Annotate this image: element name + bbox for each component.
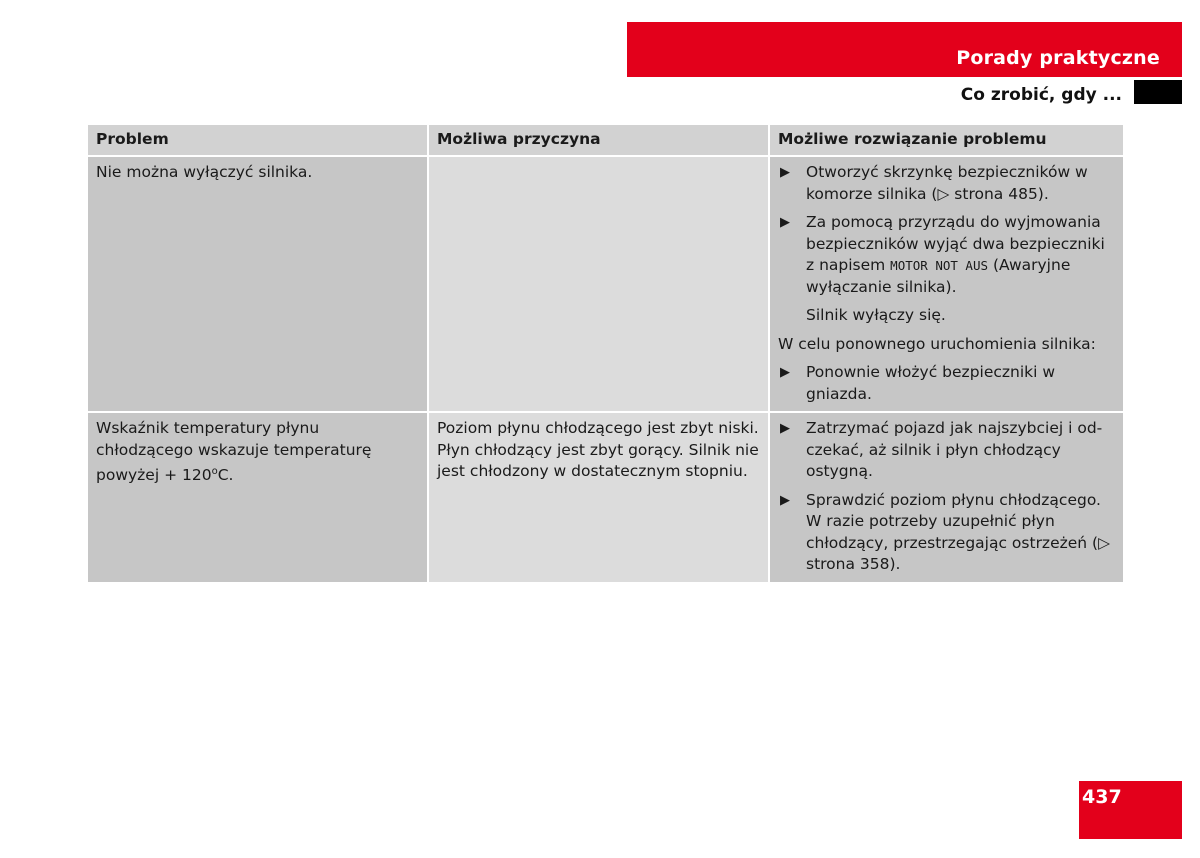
page-number-box [1079, 781, 1182, 839]
solution-step [778, 418, 1115, 483]
table-header-row [88, 125, 1123, 156]
header-problem: Problem [88, 125, 428, 156]
arrow-right-icon: ▶ [780, 215, 790, 230]
solution-step [778, 212, 1115, 298]
troubleshooting-table [88, 125, 1123, 584]
solution-step [778, 362, 1115, 405]
section-title: Porady praktyczne [956, 47, 1160, 69]
step-text-before-code: Za pomocą przyrządu do wyjmowania bezpieczników wyjąć dwa bezpieczniki z napisem [806, 213, 1105, 274]
thumb-index-tab [1134, 80, 1182, 104]
cause-cell: Poziom płynu chłodzącego jest zbyt niski. Płyn chłodzący jest zbyt gorący. Silnik nie jest chłodzony w dostatecznym stopniu. [428, 412, 769, 583]
cause-cell [428, 156, 769, 412]
arrow-right-icon: ▶ [780, 421, 790, 436]
step-text: Zatrzymać pojazd jak najszybciej i od-czekać, aż silnik i płyn chłodzący ostygną. [806, 419, 1103, 480]
step-text: Sprawdzić poziom płynu chłodzącego. W razie potrzeby uzupełnić płyn chłodzący, przestrzegając ostrzeżeń (▷ strona 358). [806, 490, 1110, 573]
step-text: Ponownie włożyć bezpieczniki w gniazda. [806, 363, 1056, 403]
solution-step [778, 162, 1115, 205]
solution-cell [769, 412, 1123, 583]
page-number: 437 [1082, 786, 1122, 808]
step-text: Otworzyć skrzynkę bezpieczników w komorze silnika (▷ strona 485). [806, 163, 1088, 203]
arrow-right-icon: ▶ [780, 365, 790, 380]
table-row [88, 412, 1123, 583]
solution-step [778, 490, 1115, 576]
section-header-bar [627, 22, 1182, 77]
restart-note: W celu ponownego uruchomienia silnika: [778, 334, 1096, 353]
step-text-after-code: (Awaryjne wyłączanie silnika). [806, 256, 1071, 296]
arrow-right-icon: ▶ [780, 165, 790, 180]
temperature-unit: C. [217, 466, 234, 485]
problem-cell: Nie można wyłączyć silnika. [88, 156, 428, 412]
table-row [88, 156, 1123, 412]
fuse-label-code: MOTOR NOT AUS [890, 258, 989, 273]
problem-text: Wskaźnik temperatury płynu chłodzącego wskazuje temperaturę powyżej + 120 [96, 419, 372, 485]
step-result: Silnik wyłączy się. [806, 306, 946, 324]
header-solution: Możliwe rozwiązanie problemu [769, 125, 1123, 156]
solution-cell [769, 156, 1123, 412]
degree-superscript: o [211, 466, 218, 477]
subsection-title: Co zrobić, gdy ... [960, 85, 1122, 105]
problem-cell [88, 412, 428, 583]
arrow-right-icon: ▶ [780, 492, 790, 508]
header-cause: Możliwa przyczyna [428, 125, 769, 156]
